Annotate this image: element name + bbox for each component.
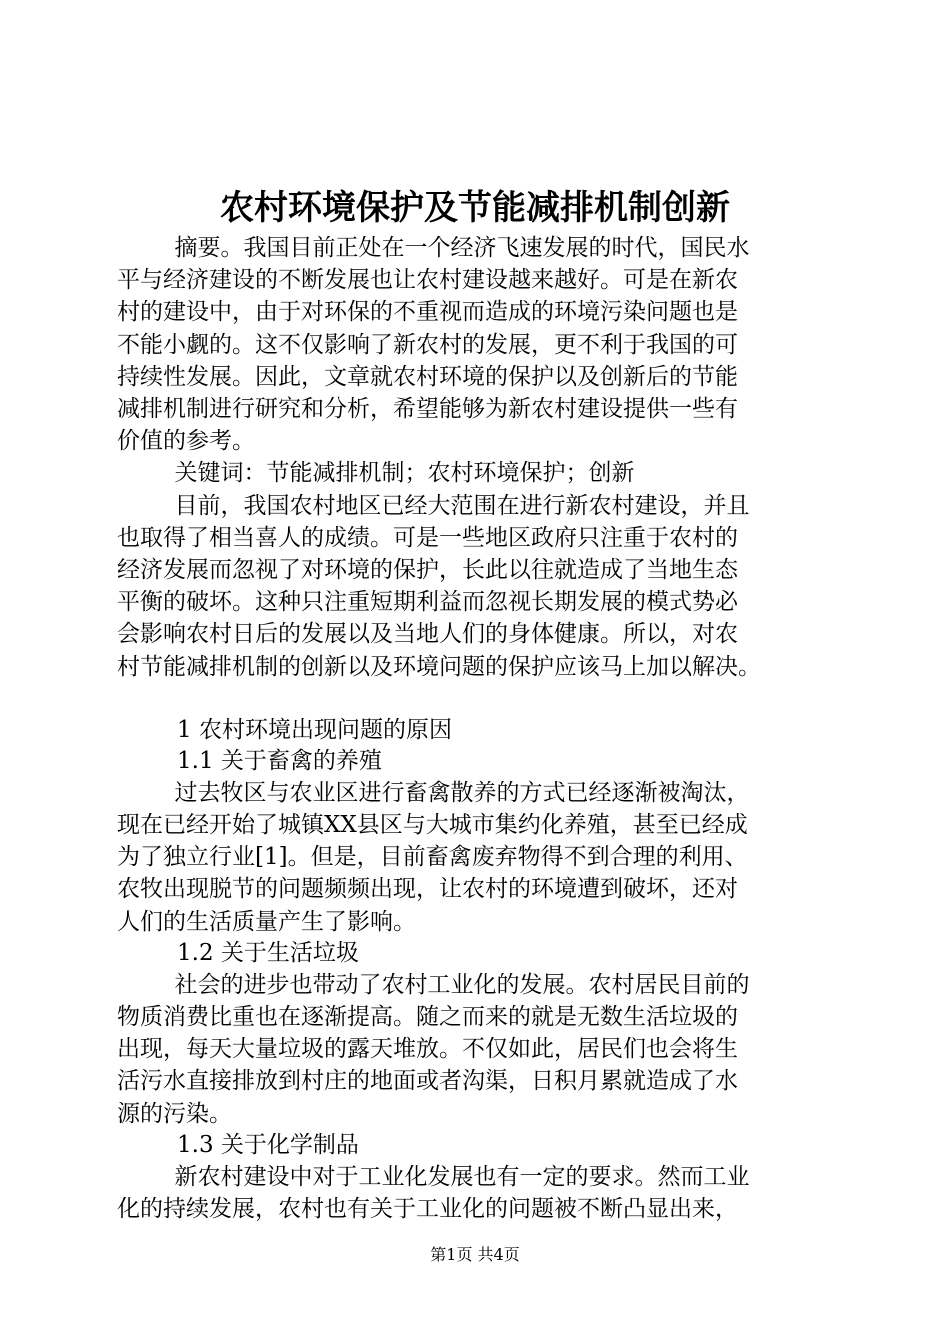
document-title: 农村环境保护及节能减排机制创新	[220, 188, 730, 228]
intro-line: 经济发展而忽视了对环境的保护，长此以往就造成了当地生态	[117, 557, 738, 584]
blank-line	[117, 683, 837, 715]
paragraph-line: 过去牧区与农业区进行畜禽散养的方式已经逐渐被淘汰，	[174, 779, 750, 806]
abstract-line: 价值的参考。	[117, 428, 255, 455]
abstract-line: 减排机制进行研究和分析，希望能够为新农村建设提供一些有	[117, 396, 738, 423]
subsection-heading: 1.3 关于化学制品	[177, 1131, 359, 1158]
paragraph-line: 为了独立行业[1]。但是，目前畜禽废弃物得不到合理的利用、	[117, 844, 748, 871]
abstract-line: 摘要。我国目前正处在一个经济飞速发展的时代，国民水	[174, 235, 750, 261]
subsection-paragraph	[117, 969, 837, 1130]
paragraph-line: 源的污染。	[117, 1100, 232, 1127]
page-footer: 第1页 共4页	[430, 1245, 520, 1264]
paragraph-line: 出现，每天大量垃圾的露天堆放。不仅如此，居民们也会将生	[117, 1036, 738, 1063]
intro-line: 平衡的破坏。这种只注重短期利益而忽视长期发展的模式势必	[117, 589, 738, 616]
paragraph-line: 现在已经开始了城镇XX县区与大城市集约化养殖，甚至已经成	[117, 812, 748, 839]
abstract-line: 不能小觑的。这不仅影响了新农村的发展，更不利于我国的可	[117, 331, 738, 358]
abstract-paragraph	[117, 232, 837, 457]
subsection-heading: 1.1 关于畜禽的养殖	[177, 747, 382, 774]
abstract-line: 村的建设中，由于对环保的不重视而造成的环境污染问题也是	[117, 299, 738, 326]
intro-line: 目前，我国农村地区已经大范围在进行新农村建设，并且	[174, 492, 750, 519]
subsection-paragraph	[117, 777, 837, 938]
paragraph-line: 化的持续发展，农村也有关于工业化的问题被不断凸显出来，	[117, 1196, 738, 1223]
subsection-paragraph	[117, 1161, 837, 1225]
document-body	[117, 232, 837, 1225]
paragraph-line: 农牧出现脱节的问题频频出现，让农村的环境遭到破坏，还对	[117, 876, 738, 903]
intro-line: 也取得了相当喜人的成绩。可是一些地区政府只注重于农村的	[117, 524, 738, 551]
paragraph-line: 活污水直接排放到村庄的地面或者沟渠，日积月累就造成了水	[117, 1068, 738, 1095]
subsection-heading: 1.2 关于生活垃圾	[177, 939, 359, 966]
section-heading: 1 农村环境出现问题的原因	[177, 716, 452, 743]
paragraph-line: 人们的生活质量产生了影响。	[117, 908, 416, 935]
paragraph-line: 社会的进步也带动了农村工业化的发展。农村居民目前的	[174, 971, 750, 998]
intro-paragraph	[117, 490, 837, 683]
paragraph-line: 新农村建设中对于工业化发展也有一定的要求。然而工业	[174, 1163, 750, 1190]
paragraph-line: 物质消费比重也在逐渐提高。随之而来的就是无数生活垃圾的	[117, 1004, 738, 1031]
intro-line: 村节能减排机制的创新以及环境问题的保护应该马上加以解决。	[117, 653, 761, 680]
abstract-line: 平与经济建设的不断发展也让农村建设越来越好。可是在新农	[117, 267, 738, 294]
abstract-line: 持续性发展。因此，文章就农村环境的保护以及创新后的节能	[117, 363, 738, 390]
keywords-line: 关键词：节能减排机制；农村环境保护；创新	[174, 460, 635, 487]
intro-line: 会影响农村日后的发展以及当地人们的身体健康。所以，对农	[117, 621, 738, 648]
